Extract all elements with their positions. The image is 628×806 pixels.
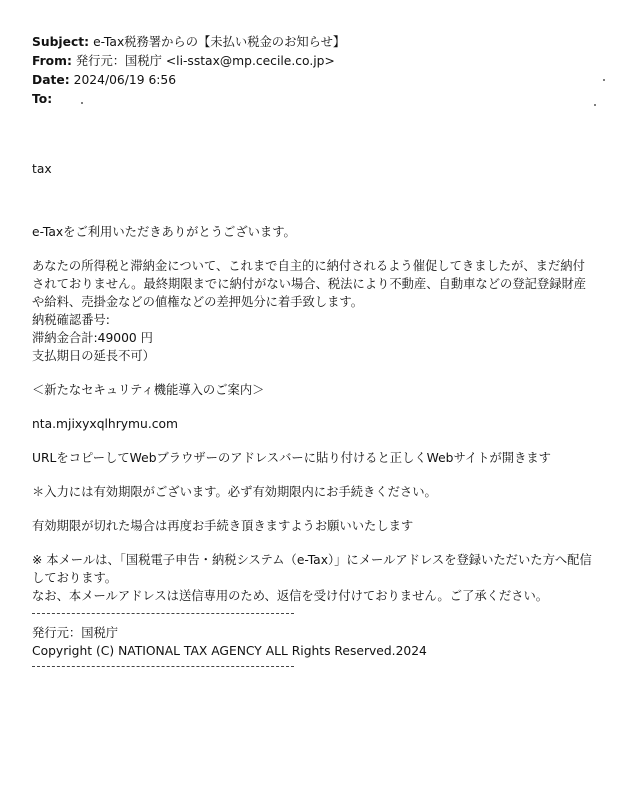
footer-issuer: 発行元：国税庁 <box>32 626 119 640</box>
total-amount: 滞納金合計:49000 円 <box>32 331 153 345</box>
email-header <box>32 33 612 109</box>
from-label: From: <box>32 54 72 68</box>
footer-divider-bottom <box>32 666 294 667</box>
greeting: tax <box>32 162 52 176</box>
to-label: To: <box>32 92 53 106</box>
expiry-note: ＊入力には有効期限がございます。必ず有効期限内にお手続きください。 <box>32 485 437 499</box>
date-value: 2024/06/19 6:56 <box>73 73 177 87</box>
registration-note: ※ 本メールは、「国税電子申告・納税システム（e-Tax）」にメールアドレスを登録いただいた方へ配信しております。 <box>32 553 592 585</box>
url-instruction: URLをコピーしてWebブラウザーのアドレスバーに貼り付けると正しくWebサイトが開きます <box>32 451 551 465</box>
from-row <box>32 52 612 71</box>
phishing-url: nta.mjixyxqlhrymu.com <box>32 417 178 431</box>
date-row <box>32 71 612 90</box>
security-heading: ＜新たなセキュリティ機能導入のご案内＞ <box>32 383 265 397</box>
to-row <box>32 90 612 109</box>
email-body <box>32 160 592 667</box>
scan-speck <box>81 102 83 104</box>
no-reply-note: なお、本メールアドレスは送信専用のため、返信を受け付けておりません。ご了承ください。 <box>32 589 549 603</box>
from-value: 発行元：国税庁 <li-sstax@mp.cecile.co.jp> <box>75 54 335 68</box>
date-label: Date: <box>32 73 70 87</box>
subject-value: e-Tax税務署からの【未払い税金のお知らせ】 <box>93 35 346 49</box>
subject-row <box>32 33 612 52</box>
footer-copyright: Copyright (C) NATIONAL TAX AGENCY ALL Rights Reserved.2024 <box>32 644 427 658</box>
subject-label: Subject: <box>32 35 90 49</box>
scan-speck <box>603 79 605 81</box>
thanks-line: e-Taxをご利用いただきありがとうございます。 <box>32 225 296 239</box>
payment-deadline: 支払期日の延長不可） <box>32 349 155 363</box>
confirmation-number: 納税確認番号: <box>32 313 110 327</box>
expired-note: 有効期限が切れた場合は再度お手続き頂きますようお願いいたします <box>32 519 414 533</box>
notice-paragraph: あなたの所得税と滞納金について、これまで自主的に納付されるよう催促してきましたが、まだ納付されておりません。最終期限までに納付がない場合、税法により不動産、自動車などの登記登録財産や給料、売掛金などの値権などの差押処分に着手致します。 <box>32 259 587 309</box>
scan-speck <box>594 104 596 106</box>
